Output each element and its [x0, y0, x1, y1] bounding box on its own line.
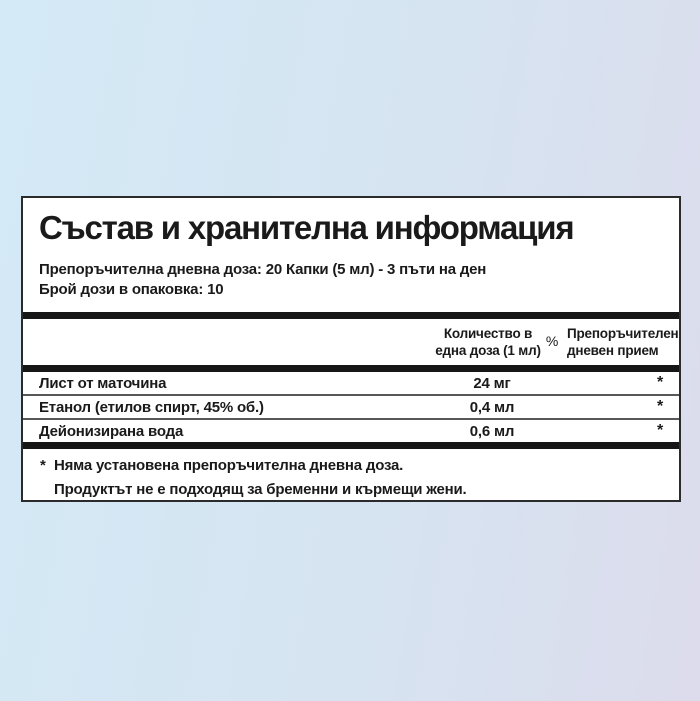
footnote-asterisk: * — [40, 457, 46, 474]
panel-title: Състав и хранителна информация — [39, 209, 574, 246]
ingredient-name: Етанол (етилов спирт, 45% об.) — [39, 398, 264, 416]
table-row — [23, 396, 679, 418]
divider-bar-header-bottom — [23, 365, 679, 372]
ingredient-name: Лист от маточина — [39, 374, 167, 392]
ingredient-amount: 0,6 мл — [469, 422, 515, 440]
table-row — [23, 372, 679, 394]
divider-bar-top — [23, 312, 679, 319]
ingredient-amount: 0,4 мл — [469, 398, 515, 416]
divider-bar-bottom — [23, 442, 679, 449]
nutrition-info-panel — [21, 196, 681, 502]
recommended-daily-dose-line: Препоръчителна дневна доза: 20 Капки (5 мл) - 3 пъти на ден — [39, 261, 487, 278]
footnote-line1 — [40, 454, 663, 478]
ingredient-name: Дейонизирана вода — [39, 422, 184, 440]
rda-header-line1: Препоръчителен — [567, 326, 679, 341]
dosage-info — [39, 260, 663, 300]
percent-column-header: % — [545, 333, 559, 349]
footnote-text1: Няма установена препоръчителна дневна доза. — [54, 457, 404, 474]
footnote-line2: Продуктът не е подходящ за бременни и кърмещи жени. — [54, 481, 467, 498]
ingredient-amount: 24 мг — [473, 374, 511, 392]
rda-header-line2: дневен прием — [567, 343, 659, 358]
ingredient-rda-asterisk: * — [656, 374, 663, 391]
rda-column-header — [567, 325, 681, 359]
ingredient-rda-asterisk: * — [656, 422, 663, 439]
doses-per-package-line: Брой дози в опаковка: 10 — [39, 281, 224, 298]
table-header — [23, 319, 679, 365]
ingredient-rda-asterisk: * — [656, 398, 663, 415]
table-row — [23, 420, 679, 442]
footnote — [40, 454, 663, 502]
amount-header-line2: една доза (1 мл) — [435, 343, 541, 358]
amount-header-line1: Количество в — [443, 326, 533, 341]
